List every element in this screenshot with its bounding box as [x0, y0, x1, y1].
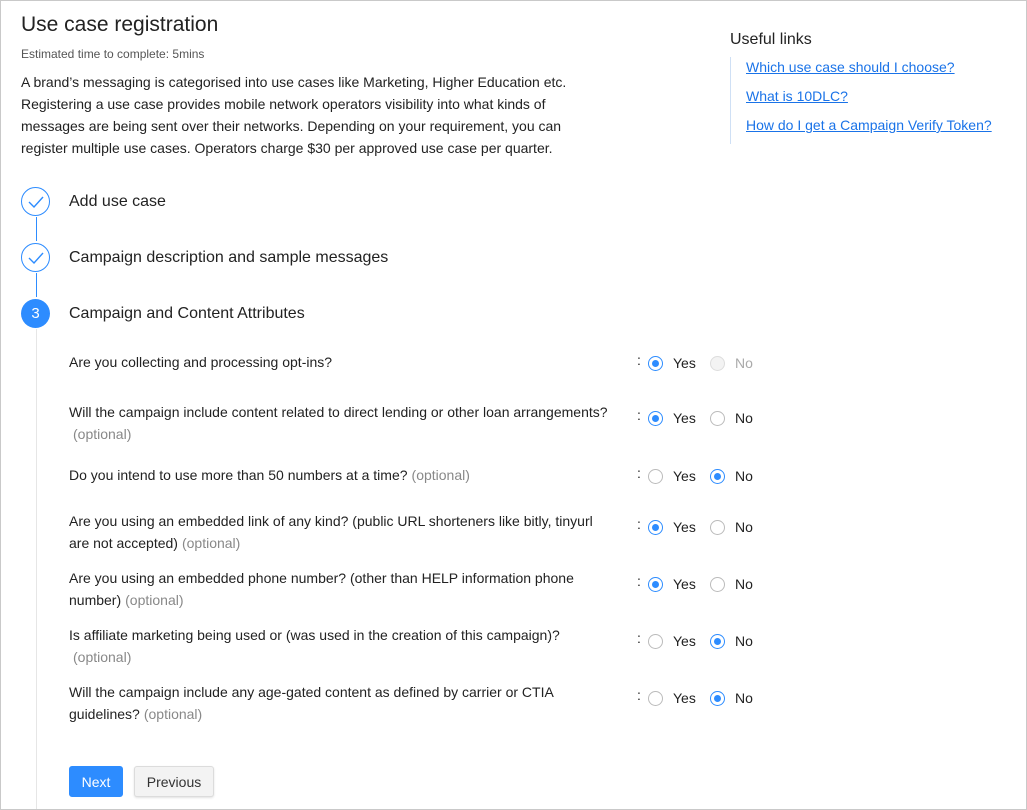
colon: : [637, 516, 641, 532]
step-connector-2 [36, 273, 37, 297]
useful-links-panel [730, 31, 1015, 144]
page-title: Use case registration [21, 13, 219, 36]
radio-yes[interactable]: Yes [648, 519, 696, 535]
link-campaign-verify-token[interactable]: How do I get a Campaign Verify Token? [746, 117, 992, 133]
question-text: Is affiliate marketing being used or (was used in the creation of this campaign)?(optional) [69, 627, 560, 665]
step-campaign-description[interactable] [21, 243, 388, 272]
colon: : [637, 687, 641, 703]
radio-yes[interactable]: Yes [648, 468, 696, 484]
check-icon [21, 187, 50, 216]
question-text: Are you using an embedded link of any kind? (public URL shorteners like bitly, tinyurl are not accepted) (optional) [69, 513, 593, 551]
radio-yes[interactable]: Yes [648, 576, 696, 592]
step-label: Campaign and Content Attributes [69, 304, 305, 322]
step-number-badge: 3 [21, 299, 50, 328]
step-connector-1 [36, 217, 37, 241]
link-what-is-10dlc[interactable]: What is 10DLC? [746, 88, 848, 104]
radio-no[interactable]: No [710, 410, 753, 426]
radio-yes[interactable]: Yes [648, 355, 696, 371]
colon: : [637, 630, 641, 646]
radio-no[interactable]: No [710, 468, 753, 484]
previous-button[interactable]: Previous [134, 766, 214, 797]
question-text: Are you using an embedded phone number? (other than HELP information phone number) (optional) [69, 570, 574, 608]
colon: : [637, 352, 641, 368]
step-label: Campaign description and sample messages [69, 248, 389, 266]
radio-no[interactable]: No [710, 519, 753, 535]
estimated-time: Estimated time to complete: 5mins [21, 47, 205, 61]
check-icon [21, 243, 50, 272]
question-text: Will the campaign include content related to direct lending or other loan arrangements?(optional) [69, 404, 608, 442]
link-which-use-case[interactable]: Which use case should I choose? [746, 59, 955, 75]
step-connector-3 [36, 329, 37, 809]
question-text: Are you collecting and processing opt-ins? [69, 354, 333, 370]
radio-yes[interactable]: Yes [648, 410, 696, 426]
step-label: Add use case [69, 192, 166, 210]
colon: : [637, 465, 641, 481]
page-description: A brand’s messaging is categorised into use cases like Marketing, Higher Education etc. Registering a use case provides mobile network operators visibility into what kinds of messages are being sent over their networks. Depending on your requirement, you can register multiple use cases. Operators charge $30 per approved use case per quarter. [21, 74, 567, 156]
radio-yes[interactable]: Yes [648, 690, 696, 706]
radio-no[interactable]: No [710, 576, 753, 592]
question-text: Do you intend to use more than 50 numbers at a time? (optional) [69, 467, 470, 483]
colon: : [637, 573, 641, 589]
step-add-use-case[interactable] [21, 187, 166, 216]
step-campaign-attributes[interactable] [21, 299, 305, 328]
next-button[interactable]: Next [69, 766, 123, 797]
radio-no[interactable]: No [710, 355, 753, 371]
question-text: Will the campaign include any age-gated content as defined by carrier or CTIA guidelines? (optional) [69, 684, 554, 722]
radio-no[interactable]: No [710, 690, 753, 706]
radio-no[interactable]: No [710, 633, 753, 649]
colon: : [637, 407, 641, 423]
useful-links-list [730, 57, 1015, 144]
useful-links-title: Useful links [730, 31, 812, 48]
radio-yes[interactable]: Yes [648, 633, 696, 649]
